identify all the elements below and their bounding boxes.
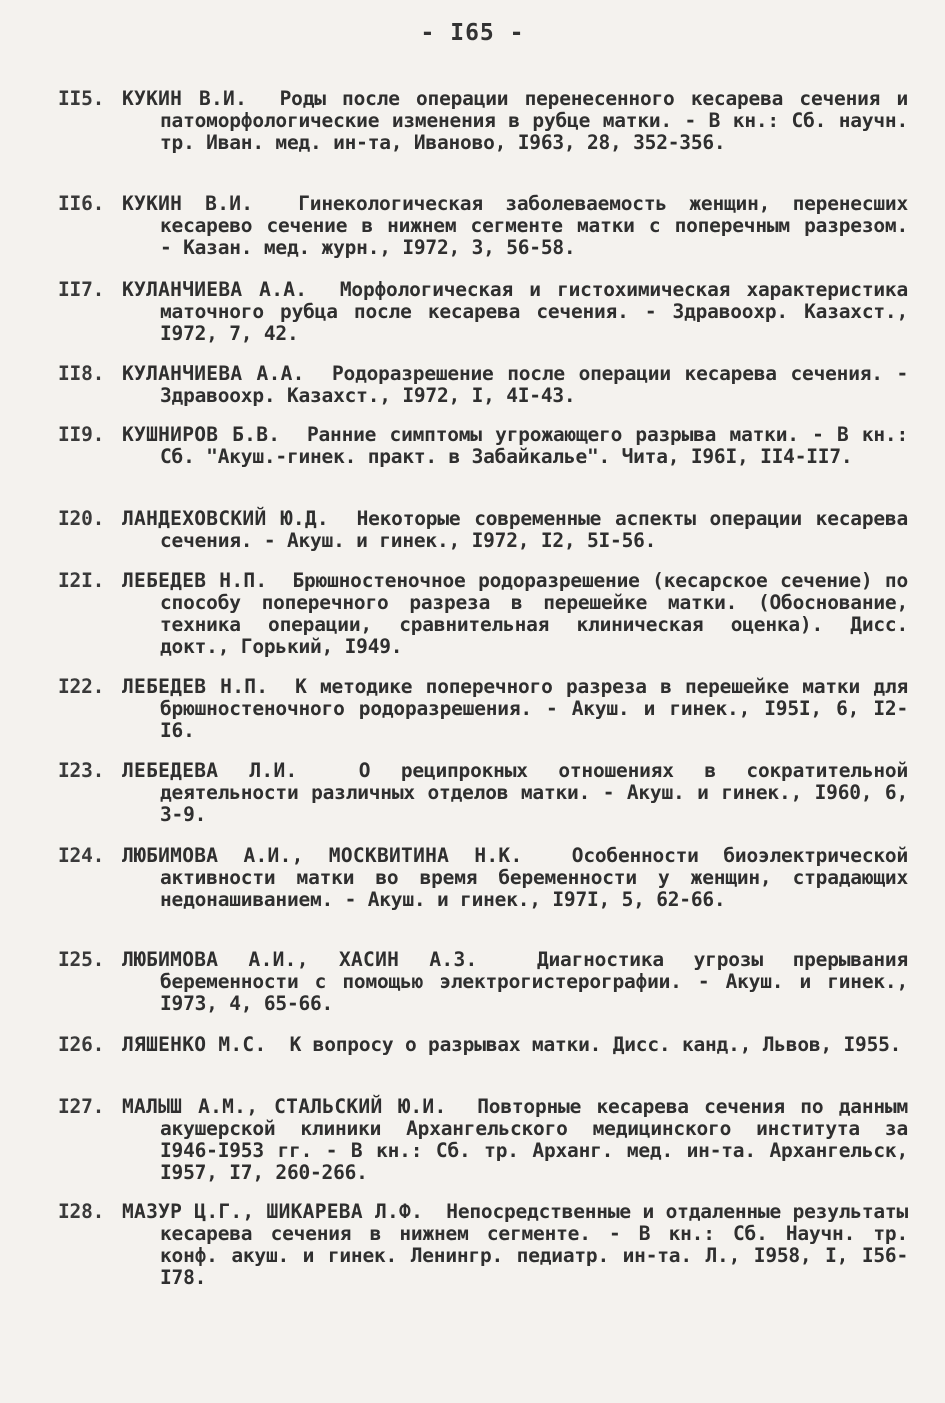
entry-author: КУКИН В.И. <box>122 87 248 110</box>
bibliography-entry <box>58 760 908 826</box>
bibliography-entry <box>58 193 908 259</box>
entry-body: Ранние симптомы угрожающего разрыва матки. - В кн.: Сб. "Акуш.-гинек. практ. в Забайкалье". Чита, I96I, II4-II7. <box>160 423 908 468</box>
entry-author: КУЛАНЧИЕВА А.А. <box>122 362 305 385</box>
entry-number: I23. <box>58 759 105 782</box>
entry-number: I27. <box>58 1095 105 1118</box>
entry-author: КУШНИРОВ Б.В. <box>122 423 281 446</box>
entry-author: ЛЕБЕДЕВА Л.И. <box>122 759 298 782</box>
bibliography-entry <box>58 363 908 407</box>
entry-number: I22. <box>58 675 105 698</box>
entry-text <box>122 192 908 259</box>
entry-author: ЛЕБЕДЕВ Н.П. <box>122 675 269 698</box>
bibliography-entry <box>58 570 908 658</box>
entry-author: КУКИН В.И. <box>122 192 254 215</box>
bibliography-entry <box>58 424 908 468</box>
entry-number: I26. <box>58 1033 105 1056</box>
entry-number: I24. <box>58 844 105 867</box>
entry-number: I20. <box>58 507 105 530</box>
entry-text <box>122 569 908 658</box>
entry-body: К методике поперечного разреза в перешейке матки для брюшностеночного родоразрешения. - Акуш. и гинек., I95I, 6, I2-I6. <box>160 675 908 742</box>
entry-number: I28. <box>58 1200 105 1223</box>
entry-body: О реципрокных отношениях в сократительной деятельности различных отделов матки. - Акуш. и гинек., I960, 6, 3-9. <box>160 759 908 826</box>
bibliography-entry <box>58 845 908 911</box>
entry-text <box>122 759 908 826</box>
bibliography-entry <box>58 1034 908 1056</box>
entry-text <box>122 1033 908 1056</box>
entry-author: ЛЕБЕДЕВ Н.П. <box>122 569 268 592</box>
bibliography-entry <box>58 1096 908 1184</box>
entry-body: Некоторые современные аспекты операции кесарева сечения. - Акуш. и гинек., I972, I2, 5I-56. <box>160 507 908 552</box>
bibliography-entry <box>58 508 908 552</box>
entry-text <box>122 844 908 911</box>
entry-body: Морфологическая и гистохимическая характеристика маточного рубца после кесарева сечения. - Здравоохр. Казахст., I972, 7, 42. <box>160 278 908 345</box>
bibliography-entry <box>58 279 908 345</box>
page-number: - I65 - <box>420 20 525 46</box>
entry-text <box>122 507 908 552</box>
entry-body: Особенности биоэлектрической активности матки во время беременности у женщин, страдающих недонашиванием. - Акуш. и гинек., I97I, 5, 62-66. <box>160 844 908 911</box>
entry-body: Роды после операции перенесенного кесарева сечения и патоморфологические изменения в рубце матки. - В кн.: Сб. научн. тр. Иван. мед. ин-та, Иваново, I963, 28, 352-356. <box>160 87 908 154</box>
entry-body: Непосредственные и отдаленные результаты кесарева сечения в нижнем сегменте. - В кн.: Сб. Научн. тр. конф. акуш. и гинек. Ленингр. педиатр. ин-та. Л., I958, I, I56-I78. <box>160 1200 908 1289</box>
entry-body: Родоразрешение после операции кесарева сечения. - Здравоохр. Казахст., I972, I, 4I-43. <box>160 362 908 407</box>
entry-number: II5. <box>58 87 105 110</box>
entry-body: Повторные кесарева сечения по данным акушерской клиники Архангельского медицинского института за I946-I953 гг. - В кн.: Сб. тр. Арханг. мед. ин-та. Архангельск, I957, I7, 260-266. <box>160 1095 908 1184</box>
bibliography-entry <box>58 949 908 1015</box>
entry-author: МАЗУР Ц.Г., ШИКАРЕВА Л.Ф. <box>122 1200 424 1223</box>
entry-text <box>122 87 908 154</box>
bibliography-entry <box>58 88 908 154</box>
entry-body: К вопросу о разрывах матки. Дисс. канд., Львов, I955. <box>289 1033 902 1056</box>
entry-text <box>122 278 908 345</box>
entry-author: ЛАНДЕХОВСКИЙ Ю.Д. <box>122 507 329 530</box>
entry-body: Брюшностеночное родоразрешение (кесарское сечение) по способу поперечного разреза в перешейке матки. (Обоснование, техника операции, сравнительная клиническая оценка). Дисс. докт., Горький, I949. <box>160 569 908 658</box>
entry-number: II6. <box>58 192 105 215</box>
entry-body: Гинекологическая заболеваемость женщин, перенесших кесарево сечение в нижнем сегменте матки с поперечным разрезом. - Казан. мед. журн., I972, 3, 56-58. <box>160 192 908 259</box>
entry-text <box>122 362 908 407</box>
entry-author: МАЛЫШ А.М., СТАЛЬСКИЙ Ю.И. <box>122 1095 447 1118</box>
entry-number: II9. <box>58 423 105 446</box>
entry-number: II8. <box>58 362 105 385</box>
entry-number: I2I. <box>58 569 105 592</box>
entry-author: ЛЮБИМОВА А.И., МОСКВИТИНА Н.К. <box>122 844 523 867</box>
entry-text <box>122 1095 908 1184</box>
entry-text <box>122 423 908 468</box>
entry-number: II7. <box>58 278 105 301</box>
entry-text <box>122 1200 908 1289</box>
entry-text <box>122 675 908 742</box>
bibliography-entry <box>58 1201 908 1289</box>
entry-author: ЛЮБИМОВА А.И., ХАСИН А.З. <box>122 948 478 971</box>
entry-body: Диагностика угрозы прерывания беременности с помощью электрогистерографии. - Акуш. и гинек., I973, 4, 65-66. <box>160 948 908 1015</box>
bibliography-entry <box>58 676 908 742</box>
entry-author: ЛЯШЕНКО М.С. <box>122 1033 267 1056</box>
entry-number: I25. <box>58 948 105 971</box>
entry-text <box>122 948 908 1015</box>
entry-author: КУЛАНЧИЕВА А.А. <box>122 278 308 301</box>
